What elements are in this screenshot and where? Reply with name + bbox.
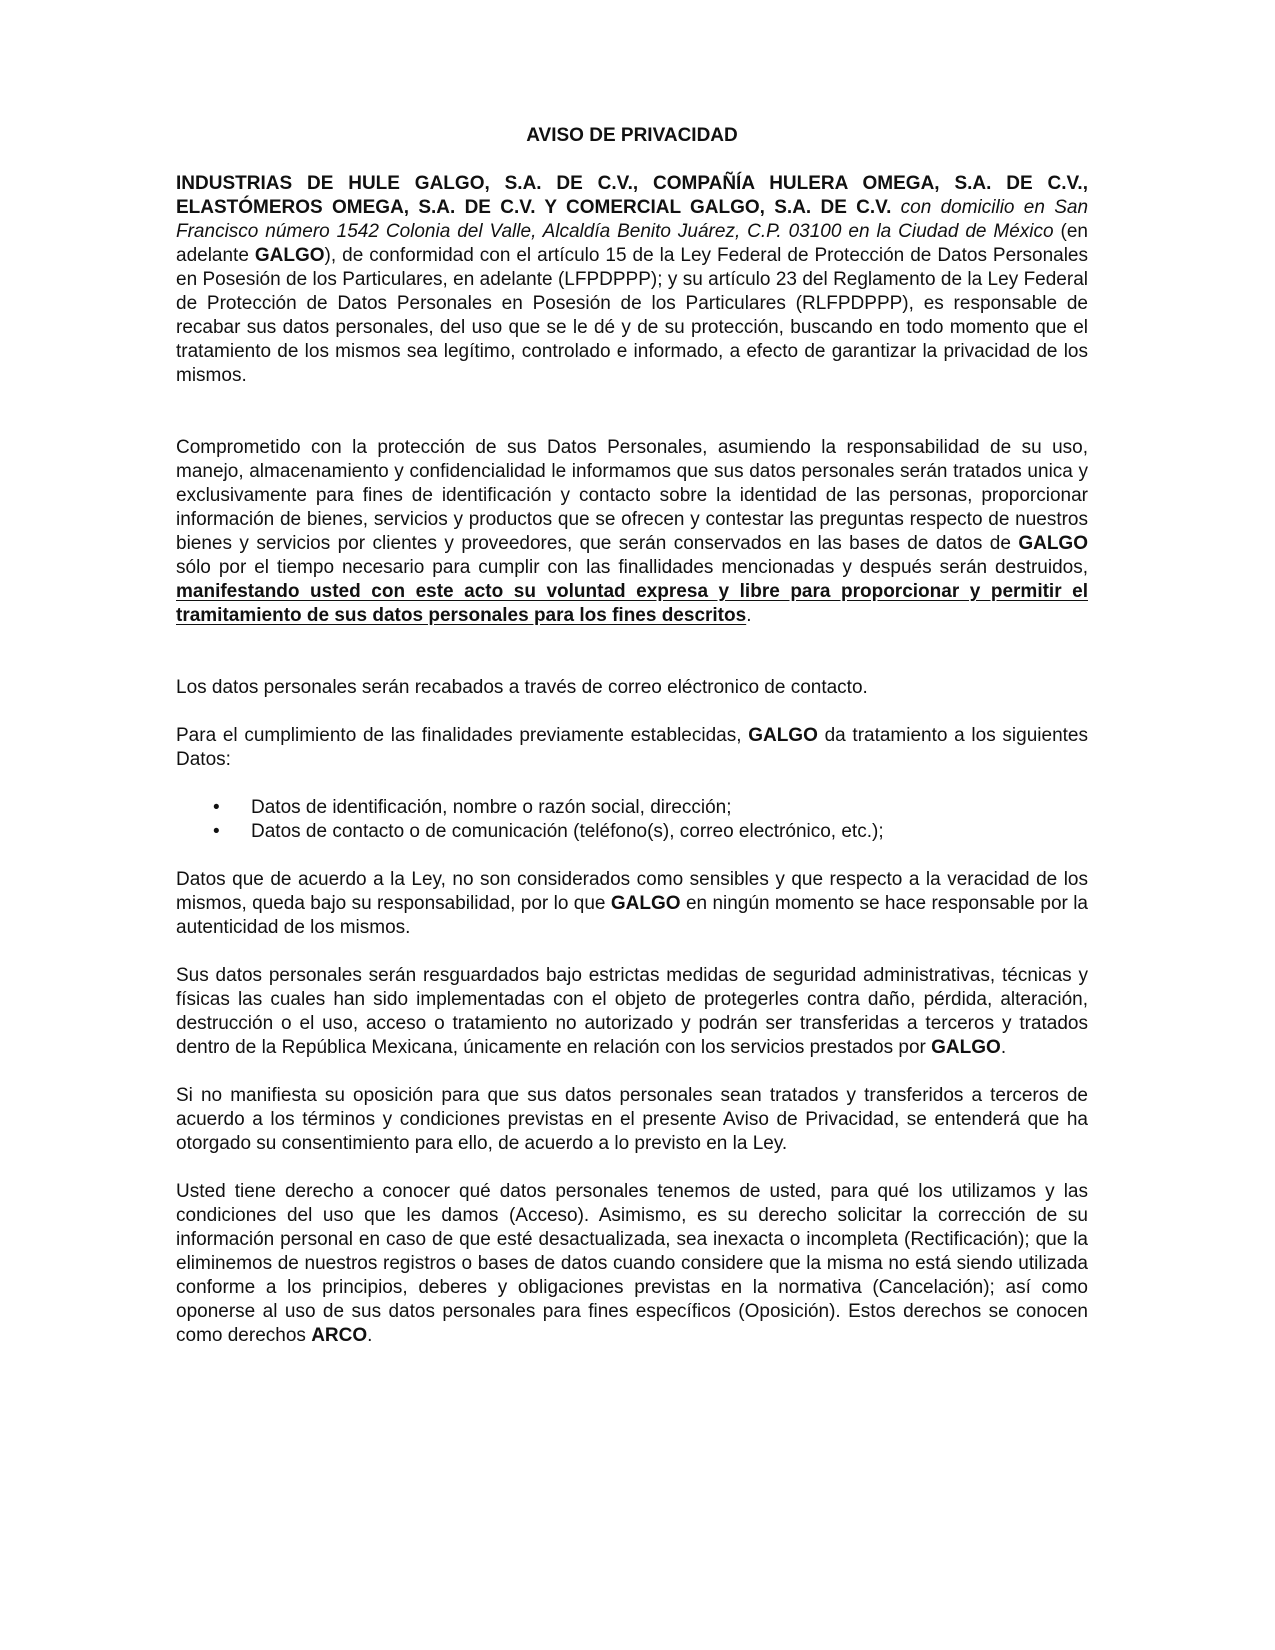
paragraph-responsible-party: INDUSTRIAS DE HULE GALGO, S.A. DE C.V., COMPAÑÍA HULERA OMEGA, S.A. DE C.V., ELASTÓMEROS OMEGA, S.A. DE C.V. Y COMERCIAL GALGO, S.A. DE C.V. con domicilio en San Francisco número 1542 Colonia del Valle, Alcaldía Benito Juárez, C.P. 03100 en la Ciudad de México (en adelante GALGO), de conformidad con el artículo 15 de la Ley Federal de Protección de Datos Personales en Posesión de los Particulares, en adelante (LFPDPPP); y su artículo 23 del Reglamento de la Ley Federal de Protección de Datos Personales en Posesión de los Particulares (RLFPDPPP), es responsable de recabar sus datos personales, del uso que se le dé y de su protección, buscando en todo momento que el tratamiento de los mismos sea legítimo, controlado e informado, a efecto de garantizar la privacidad de los mismos. [176,173,1089,386]
paragraph-sensitivity: Datos que de acuerdo a la Ley, no son considerados como sensibles y que respecto a la veracidad de los mismos, queda bajo su responsabilidad, por lo que GALGO en ningún momento se hace responsable por la autenticidad de los mismos. [176,869,1088,938]
list-item: • Datos de contacto o de comunicación (teléfono(s), correo electrónico, etc.); [213,821,884,842]
data-types-list [176,796,1088,844]
galgo-name: GALGO [931,1037,1001,1058]
bullet-icon: • [213,797,220,818]
company-names: INDUSTRIAS DE HULE GALGO, S.A. DE C.V., COMPAÑÍA HULERA OMEGA, S.A. DE C.V., ELASTÓMEROS OMEGA, S.A. DE C.V. Y COMERCIAL GALGO, S.A. DE C.V. [176,173,1088,218]
paragraph-arco-rights: Usted tiene derecho a conocer qué datos personales tenemos de usted, para qué los utilizamos y las condiciones del uso que les damos (Acceso). Asimismo, es su derecho solicitar la corrección de su información personal en caso de que esté desactualizada, sea inexacta o incompleta (Rectificación); que la eliminemos de nuestros registros o bases de datos cuando considere que la misma no está siendo utilizada conforme a los principios, deberes y obligaciones previstas en la normativa (Cancelación); así como oponerse al uso de sus datos personales para fines específicos (Oposición). Estos derechos se conocen como derechos ARCO. [176,1181,1088,1346]
document-page [176,124,1088,1348]
paragraph-collection-method: Los datos personales serán recabados a través de correo eléctronico de contacto. [176,677,868,698]
paragraph-commitment: Comprometido con la protección de sus Datos Personales, asumiendo la responsabilidad de su uso, manejo, almacenamiento y confidencialidad le informamos que sus datos personales serán tratados unica y exclusivamente para fines de identificación y contacto sobre la identidad de las personas, proporcionar información de bienes, servicios y productos que se ofrecen y contestar las preguntas respecto de nuestros bienes y servicios por clientes y proveedores, que serán conservados en las bases de datos de GALGO sólo por el tiempo necesario para cumplir con las finallidades mencionadas y después serán destruidos, manifestando usted con este acto su voluntad expresa y libre para proporcionar y permitir el tramitamiento de sus datos personales para los fines descritos. [176,437,1088,626]
galgo-name: GALGO [254,245,325,266]
bullet-icon: • [213,821,220,842]
list-item: • Datos de identificación, nombre o razón social, dirección; [213,797,732,818]
document-title: AVISO DE PRIVACIDAD [526,125,738,146]
company-address: con domicilio en San Francisco número 1542 Colonia del Valle, Alcaldía Benito Juárez, C.P. 03100 en la Ciudad de México [176,197,1089,242]
galgo-name: GALGO [748,725,818,746]
paragraph-security: Sus datos personales serán resguardados bajo estrictas medidas de seguridad administrativas, técnicas y físicas las cuales han sido implementadas con el objeto de protegerles contra daño, pérdida, alteración, destrucción o el uso, acceso o tratamiento no autorizado y podrán ser transferidas a terceros y tratados dentro de la República Mexicana, únicamente en relación con los servicios prestados por GALGO. [176,965,1088,1058]
paragraph-data-purpose: Para el cumplimiento de las finalidades previamente establecidas, GALGO da tratamiento a los siguientes Datos: [176,725,1088,770]
galgo-name: GALGO [610,893,681,914]
paragraph-consent: Si no manifiesta su oposición para que sus datos personales sean tratados y transferidos a terceros de acuerdo a los términos y condiciones previstas en el presente Aviso de Privacidad, se entenderá que ha otorgado su consentimiento para ello, de acuerdo a lo previsto en la Ley. [176,1085,1088,1154]
consent-statement: manifestando usted con este acto su voluntad expresa y libre para proporcionar y permitir el tramitamiento de sus datos personales para los fines descritos [176,581,1088,626]
galgo-name: GALGO [1018,533,1088,554]
arco-label: ARCO [311,1325,368,1346]
